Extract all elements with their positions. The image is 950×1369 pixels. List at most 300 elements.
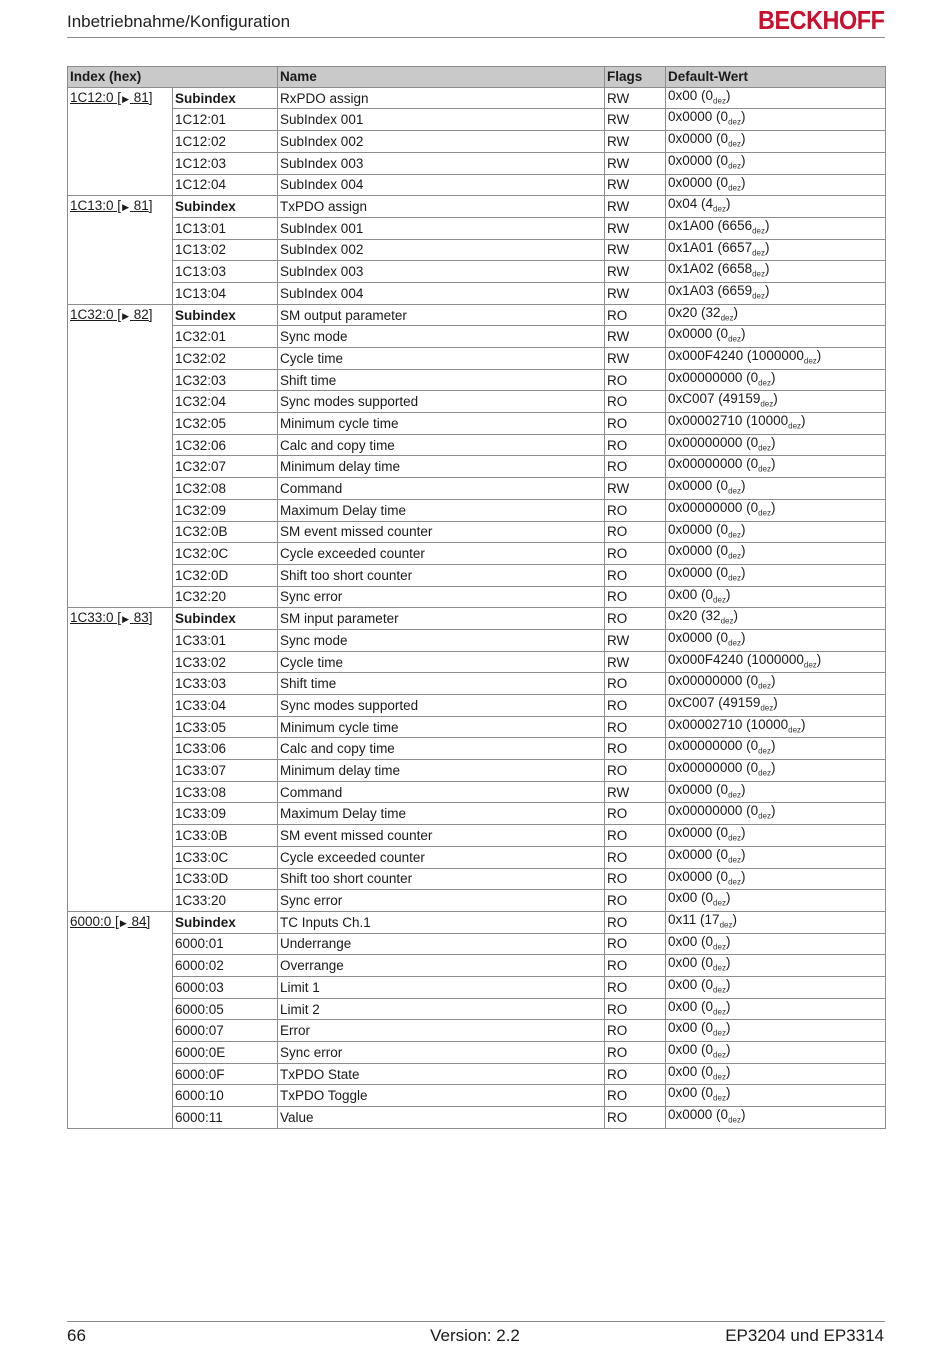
decimal-subscript: dez xyxy=(719,920,733,930)
flags-cell: RO xyxy=(605,369,666,391)
name-cell: Sync error xyxy=(278,1042,605,1064)
table-row xyxy=(68,131,886,153)
default-value-cell: 0x00 $(0_{dez})$ xyxy=(666,1042,886,1064)
flags-cell: RW xyxy=(605,109,666,131)
table-row xyxy=(68,781,886,803)
column-header-name: Name xyxy=(278,67,605,88)
flags-cell: RW xyxy=(605,282,666,304)
object-directory-table xyxy=(67,66,886,1129)
decimal-subscript: dez xyxy=(758,378,771,388)
default-value: 0x1A01 (6657 xyxy=(668,239,753,255)
decimal-subscript: dez xyxy=(758,812,771,822)
table-row xyxy=(68,282,886,304)
name-cell: SubIndex 001 xyxy=(278,217,605,239)
default-value: 0x11 (17 xyxy=(668,911,720,927)
name-cell: Limit 2 xyxy=(278,998,605,1020)
page-number: 66 xyxy=(67,1326,86,1345)
default-value: 0x00 (0 xyxy=(668,890,714,906)
decimal-subscript: dez xyxy=(728,161,741,171)
default-value-cell: 0x00 $(0_{dez})$ xyxy=(666,1020,886,1042)
default-value-cell: 0x00 $(0_{dez})$ xyxy=(666,955,886,977)
flags-cell: RO xyxy=(605,673,666,695)
flags-cell: RW xyxy=(605,217,666,239)
default-value-cell: 0x20 $(32_{dez})$ xyxy=(666,608,886,630)
page-ref: 81 xyxy=(133,198,149,214)
flags-cell: RW xyxy=(605,131,666,153)
page-ref: 84 xyxy=(131,913,147,929)
default-value-cell: 0x1A01 $(6657_{dez})$ xyxy=(666,239,886,261)
flags-cell: RO xyxy=(605,413,666,435)
default-value: 0x1A03 (6659 xyxy=(668,282,753,298)
index-label: 1C12:0 xyxy=(70,89,114,105)
default-value: 0x00 (0 xyxy=(668,955,714,971)
table-row xyxy=(68,1063,886,1085)
default-value: 0x00000000 (0 xyxy=(668,369,759,385)
decimal-subscript: dez xyxy=(728,335,741,345)
index-label: 1C33:0 xyxy=(70,610,114,626)
flags-cell: RO xyxy=(605,760,666,782)
name-cell: Sync modes supported xyxy=(278,695,605,717)
decimal-subscript: dez xyxy=(713,963,726,973)
subindex-cell: 6000:0E xyxy=(173,1042,278,1064)
flags-cell: RO xyxy=(605,304,666,326)
flags-cell: RO xyxy=(605,998,666,1020)
default-value: 0x0000 (0 xyxy=(668,326,729,342)
triangle-right-icon: ▶ xyxy=(122,614,129,625)
subindex-cell: 1C32:03 xyxy=(173,369,278,391)
default-value: 0x00 (0 xyxy=(668,976,714,992)
default-value: 0x00 (0 xyxy=(668,1063,714,1079)
name-cell: SM event missed counter xyxy=(278,825,605,847)
flags-cell: RO xyxy=(605,868,666,890)
decimal-subscript: dez xyxy=(713,204,726,214)
default-value: 0x0000 (0 xyxy=(668,174,729,190)
name-cell: Sync error xyxy=(278,586,605,608)
subindex-cell: 1C32:07 xyxy=(173,456,278,478)
subindex-cell: 6000:03 xyxy=(173,976,278,998)
decimal-subscript: dez xyxy=(713,985,726,995)
page-ref: 82 xyxy=(133,306,149,322)
flags-cell: RO xyxy=(605,499,666,521)
default-value-cell: 0x00000000 $(0_{dez})$ xyxy=(666,369,886,391)
table-row xyxy=(68,695,886,717)
default-value-cell: 0x0000 $(0_{dez})$ xyxy=(666,131,886,153)
table-row xyxy=(68,825,886,847)
name-cell: Calc and copy time xyxy=(278,434,605,456)
table-row xyxy=(68,261,886,283)
table-row xyxy=(68,239,886,261)
subindex-cell: 1C33:07 xyxy=(173,760,278,782)
decimal-subscript: dez xyxy=(728,486,741,496)
default-value: 0x0000 (0 xyxy=(668,868,729,884)
default-value-cell: 0x0000 $(0_{dez})$ xyxy=(666,868,886,890)
subindex-cell: Subindex xyxy=(173,608,278,630)
default-value-cell: 0x00000000 $(0_{dez})$ xyxy=(666,456,886,478)
default-value: 0x0000 (0 xyxy=(668,1107,729,1123)
default-value-cell: 0x20 $(32_{dez})$ xyxy=(666,304,886,326)
subindex-cell: 1C33:08 xyxy=(173,781,278,803)
table-row xyxy=(68,304,886,326)
default-value: 0x000F4240 (1000000 xyxy=(668,651,804,667)
flags-cell: RW xyxy=(605,261,666,283)
name-cell: Shift time xyxy=(278,369,605,391)
flags-cell: RO xyxy=(605,564,666,586)
decimal-subscript: dez xyxy=(713,942,726,952)
decimal-subscript: dez xyxy=(760,703,774,713)
table-body xyxy=(68,87,886,1128)
default-value: 0x00002710 (10000 xyxy=(668,716,789,732)
name-cell: RxPDO assign xyxy=(278,87,605,109)
name-cell: Value xyxy=(278,1107,605,1129)
subindex-cell: 1C33:20 xyxy=(173,890,278,912)
name-cell: Maximum Delay time xyxy=(278,499,605,521)
decimal-subscript: dez xyxy=(728,139,741,149)
column-header-default-value: Default-Wert xyxy=(666,67,886,88)
flags-cell: RW xyxy=(605,239,666,261)
subindex-cell: 1C13:04 xyxy=(173,282,278,304)
default-value: 0x000F4240 (1000000 xyxy=(668,348,804,364)
table-row xyxy=(68,586,886,608)
brand-logo: BECKHOFF xyxy=(757,5,884,35)
name-cell: Underrange xyxy=(278,933,605,955)
index-link[interactable]: 6000:0 [▶ 84] xyxy=(70,913,151,929)
table-row xyxy=(68,434,886,456)
decimal-subscript: dez xyxy=(728,1115,741,1125)
default-value-cell: 0x000F4240 $(1000000_{dez})$ xyxy=(666,651,886,673)
decimal-subscript: dez xyxy=(803,660,817,670)
flags-cell: RW xyxy=(605,781,666,803)
subindex-cell: 1C32:0D xyxy=(173,564,278,586)
decimal-subscript: dez xyxy=(728,118,741,128)
table-row xyxy=(68,998,886,1020)
default-value-cell: 0x0000 $(0_{dez})$ xyxy=(666,846,886,868)
subindex-cell: 1C13:01 xyxy=(173,217,278,239)
flags-cell: RO xyxy=(605,586,666,608)
default-value-cell: 0x0000 $(0_{dez})$ xyxy=(666,543,886,565)
name-cell: SubIndex 003 xyxy=(278,261,605,283)
footer-divider xyxy=(67,1321,885,1322)
flags-cell: RO xyxy=(605,1085,666,1107)
index-label: 1C13:0 xyxy=(70,198,114,214)
flags-cell: RW xyxy=(605,651,666,673)
default-value: 0xC007 (49159 xyxy=(668,695,761,711)
default-value: 0x00002710 (10000 xyxy=(668,413,789,429)
default-value: 0x0000 (0 xyxy=(668,478,729,494)
default-value: 0x00000000 (0 xyxy=(668,499,759,515)
default-value-cell: 0x0000 $(0_{dez})$ xyxy=(666,478,886,500)
flags-cell: RW xyxy=(605,152,666,174)
name-cell: TxPDO Toggle xyxy=(278,1085,605,1107)
default-value-cell: 0x00000000 $(0_{dez})$ xyxy=(666,803,886,825)
flags-cell: RO xyxy=(605,738,666,760)
table-row xyxy=(68,629,886,651)
index-link[interactable]: 1C33:0 [▶ 83] xyxy=(70,610,153,626)
table-row xyxy=(68,803,886,825)
default-value-cell: 0x0000 $(0_{dez})$ xyxy=(666,521,886,543)
triangle-right-icon: ▶ xyxy=(122,310,129,321)
decimal-subscript: dez xyxy=(752,291,765,301)
subindex-cell: Subindex xyxy=(173,304,278,326)
flags-cell: RO xyxy=(605,695,666,717)
default-value: 0xC007 (49159 xyxy=(668,391,761,407)
table-row xyxy=(68,109,886,131)
default-value-cell: 0x0000 $(0_{dez})$ xyxy=(666,152,886,174)
default-value-cell: 0x1A02 $(6658_{dez})$ xyxy=(666,261,886,283)
default-value-cell: 0x0000 $(0_{dez})$ xyxy=(666,1107,886,1129)
decimal-subscript: dez xyxy=(752,226,765,236)
name-cell: Cycle time xyxy=(278,651,605,673)
default-value: 0x00 (0 xyxy=(668,1042,714,1058)
name-cell: Command xyxy=(278,781,605,803)
default-value-cell: 0x00 $(0_{dez})$ xyxy=(666,1085,886,1107)
decimal-subscript: dez xyxy=(728,877,741,887)
name-cell: Error xyxy=(278,1020,605,1042)
default-value-cell: 0x00 $(0_{dez})$ xyxy=(666,87,886,109)
decimal-subscript: dez xyxy=(720,313,734,323)
table-row xyxy=(68,738,886,760)
flags-cell: RO xyxy=(605,716,666,738)
triangle-right-icon: ▶ xyxy=(122,93,129,104)
flags-cell: RW xyxy=(605,629,666,651)
name-cell: Cycle exceeded counter xyxy=(278,543,605,565)
default-value: 0x0000 (0 xyxy=(668,781,729,797)
default-value-cell: 0x00 $(0_{dez})$ xyxy=(666,890,886,912)
flags-cell: RO xyxy=(605,543,666,565)
subindex-cell: 1C32:02 xyxy=(173,348,278,370)
table-row xyxy=(68,521,886,543)
table-row xyxy=(68,217,886,239)
subindex-cell: Subindex xyxy=(173,87,278,109)
name-cell: SubIndex 004 xyxy=(278,282,605,304)
default-value: 0x00000000 (0 xyxy=(668,760,759,776)
flags-cell: RO xyxy=(605,521,666,543)
table-row xyxy=(68,890,886,912)
flags-cell: RO xyxy=(605,456,666,478)
name-cell: SM input parameter xyxy=(278,608,605,630)
flags-cell: RW xyxy=(605,174,666,196)
table-row xyxy=(68,87,886,109)
name-cell: SubIndex 001 xyxy=(278,109,605,131)
default-value-cell: 0x0000 $(0_{dez})$ xyxy=(666,629,886,651)
subindex-cell: 1C33:0D xyxy=(173,868,278,890)
subindex-cell: 1C33:0C xyxy=(173,846,278,868)
table-row xyxy=(68,348,886,370)
default-value-cell: 0x0000 $(0_{dez})$ xyxy=(666,174,886,196)
subindex-cell: 1C32:20 xyxy=(173,586,278,608)
decimal-subscript: dez xyxy=(803,356,817,366)
flags-cell: RO xyxy=(605,976,666,998)
name-cell: SubIndex 002 xyxy=(278,131,605,153)
name-cell: Cycle time xyxy=(278,348,605,370)
default-value: 0x0000 (0 xyxy=(668,152,729,168)
product-name: EP3204 und EP3314 xyxy=(725,1326,884,1345)
default-value: 0x00000000 (0 xyxy=(668,803,759,819)
default-value-cell: 0xC007 $(49159_{dez})$ xyxy=(666,695,886,717)
table-row xyxy=(68,868,886,890)
default-value-cell: 0x11 $(17_{dez})$ xyxy=(666,911,886,933)
flags-cell: RW xyxy=(605,478,666,500)
subindex-cell: 6000:10 xyxy=(173,1085,278,1107)
table-row xyxy=(68,955,886,977)
flags-cell: RW xyxy=(605,196,666,218)
default-value-cell: 0x00000000 $(0_{dez})$ xyxy=(666,760,886,782)
name-cell: Minimum cycle time xyxy=(278,413,605,435)
default-value: 0x1A02 (6658 xyxy=(668,261,753,277)
subindex-cell: 6000:07 xyxy=(173,1020,278,1042)
default-value: 0x00000000 (0 xyxy=(668,673,759,689)
default-value: 0x00 (0 xyxy=(668,1085,714,1101)
default-value: 0x00 (0 xyxy=(668,998,714,1014)
subindex-cell: 1C12:04 xyxy=(173,174,278,196)
decimal-subscript: dez xyxy=(728,790,741,800)
column-header-flags: Flags xyxy=(605,67,666,88)
decimal-subscript: dez xyxy=(752,269,765,279)
index-cell xyxy=(68,87,173,195)
table-row xyxy=(68,911,886,933)
table-row xyxy=(68,651,886,673)
name-cell: Limit 1 xyxy=(278,976,605,998)
name-cell: Shift too short counter xyxy=(278,868,605,890)
default-value-cell: 0x1A03 $(6659_{dez})$ xyxy=(666,282,886,304)
decimal-subscript: dez xyxy=(713,1050,726,1060)
default-value-cell: 0x1A00 $(6656_{dez})$ xyxy=(666,217,886,239)
default-value-cell: 0x00000000 $(0_{dez})$ xyxy=(666,499,886,521)
table-row xyxy=(68,413,886,435)
decimal-subscript: dez xyxy=(713,595,726,605)
subindex-cell: 1C12:03 xyxy=(173,152,278,174)
flags-cell: RO xyxy=(605,608,666,630)
flags-cell: RW xyxy=(605,326,666,348)
name-cell: Overrange xyxy=(278,955,605,977)
default-value-cell: 0x00000000 $(0_{dez})$ xyxy=(666,673,886,695)
table-row xyxy=(68,1085,886,1107)
subindex-cell: 1C32:08 xyxy=(173,478,278,500)
default-value-cell: 0x00 $(0_{dez})$ xyxy=(666,586,886,608)
decimal-subscript: dez xyxy=(758,747,771,757)
name-cell: Command xyxy=(278,478,605,500)
name-cell: SM event missed counter xyxy=(278,521,605,543)
decimal-subscript: dez xyxy=(728,833,741,843)
page-section-title: Inbetriebnahme/Konfiguration xyxy=(67,12,291,31)
name-cell: Sync mode xyxy=(278,629,605,651)
name-cell: Minimum cycle time xyxy=(278,716,605,738)
subindex-cell: Subindex xyxy=(173,911,278,933)
decimal-subscript: dez xyxy=(760,400,774,410)
default-value-cell: 0x00002710 $(10000_{dez})$ xyxy=(666,413,886,435)
default-value: 0x0000 (0 xyxy=(668,564,729,580)
flags-cell: RO xyxy=(605,1063,666,1085)
subindex-cell: 1C12:01 xyxy=(173,109,278,131)
default-value-cell: 0x00000000 $(0_{dez})$ xyxy=(666,434,886,456)
table-row xyxy=(68,608,886,630)
flags-cell: RO xyxy=(605,933,666,955)
default-value: 0x1A00 (6656 xyxy=(668,217,753,233)
index-cell xyxy=(68,911,173,1128)
flags-cell: RO xyxy=(605,1107,666,1129)
decimal-subscript: dez xyxy=(788,421,802,431)
default-value: 0x00000000 (0 xyxy=(668,456,759,472)
subindex-cell: 1C32:0C xyxy=(173,543,278,565)
name-cell: Shift time xyxy=(278,673,605,695)
table-row xyxy=(68,760,886,782)
default-value: 0x0000 (0 xyxy=(668,131,729,147)
name-cell: Calc and copy time xyxy=(278,738,605,760)
default-value-cell: 0x00 $(0_{dez})$ xyxy=(666,933,886,955)
subindex-cell: 1C33:04 xyxy=(173,695,278,717)
name-cell: SubIndex 002 xyxy=(278,239,605,261)
name-cell: Sync error xyxy=(278,890,605,912)
name-cell: Maximum Delay time xyxy=(278,803,605,825)
default-value-cell: 0x0000 $(0_{dez})$ xyxy=(666,109,886,131)
flags-cell: RO xyxy=(605,803,666,825)
decimal-subscript: dez xyxy=(720,616,734,626)
page-ref: 81 xyxy=(133,89,149,105)
index-link[interactable]: 1C13:0 [▶ 81] xyxy=(70,198,153,214)
table-row xyxy=(68,478,886,500)
index-cell xyxy=(68,196,173,304)
index-label: 6000:0 xyxy=(70,913,112,929)
subindex-cell: 1C33:05 xyxy=(173,716,278,738)
name-cell: TxPDO assign xyxy=(278,196,605,218)
index-link[interactable]: 1C12:0 [▶ 81] xyxy=(70,89,153,105)
flags-cell: RO xyxy=(605,825,666,847)
decimal-subscript: dez xyxy=(752,248,765,258)
subindex-cell: 1C32:0B xyxy=(173,521,278,543)
default-value: 0x0000 (0 xyxy=(668,521,729,537)
table-row xyxy=(68,933,886,955)
header-divider xyxy=(67,37,885,38)
subindex-cell: 1C32:09 xyxy=(173,499,278,521)
table-row xyxy=(68,1042,886,1064)
decimal-subscript: dez xyxy=(728,530,741,540)
default-value-cell: 0x00 $(0_{dez})$ xyxy=(666,998,886,1020)
default-value: 0x0000 (0 xyxy=(668,109,729,125)
subindex-cell: 1C13:02 xyxy=(173,239,278,261)
default-value-cell: 0x00 $(0_{dez})$ xyxy=(666,1063,886,1085)
subindex-cell: 1C32:06 xyxy=(173,434,278,456)
table-row xyxy=(68,174,886,196)
flags-cell: RO xyxy=(605,391,666,413)
subindex-cell: 6000:0F xyxy=(173,1063,278,1085)
flags-cell: RW xyxy=(605,348,666,370)
subindex-cell: 1C32:01 xyxy=(173,326,278,348)
subindex-cell: 1C33:0B xyxy=(173,825,278,847)
table-row xyxy=(68,326,886,348)
table-row xyxy=(68,391,886,413)
decimal-subscript: dez xyxy=(713,898,726,908)
subindex-cell: 6000:01 xyxy=(173,933,278,955)
subindex-cell: 1C13:03 xyxy=(173,261,278,283)
default-value: 0x00 (0 xyxy=(668,87,714,103)
subindex-cell: 1C32:04 xyxy=(173,391,278,413)
decimal-subscript: dez xyxy=(728,183,741,193)
subindex-cell: 1C33:02 xyxy=(173,651,278,673)
flags-cell: RO xyxy=(605,434,666,456)
default-value: 0x00 (0 xyxy=(668,586,714,602)
decimal-subscript: dez xyxy=(788,725,802,735)
flags-cell: RO xyxy=(605,890,666,912)
default-value: 0x00000000 (0 xyxy=(668,738,759,754)
decimal-subscript: dez xyxy=(713,1007,726,1017)
table-row xyxy=(68,456,886,478)
name-cell: Cycle exceeded counter xyxy=(278,846,605,868)
index-link[interactable]: 1C32:0 [▶ 82] xyxy=(70,306,153,322)
default-value-cell: 0x0000 $(0_{dez})$ xyxy=(666,564,886,586)
default-value: 0x0000 (0 xyxy=(668,825,729,841)
decimal-subscript: dez xyxy=(758,682,771,692)
table-row xyxy=(68,369,886,391)
default-value: 0x0000 (0 xyxy=(668,629,729,645)
